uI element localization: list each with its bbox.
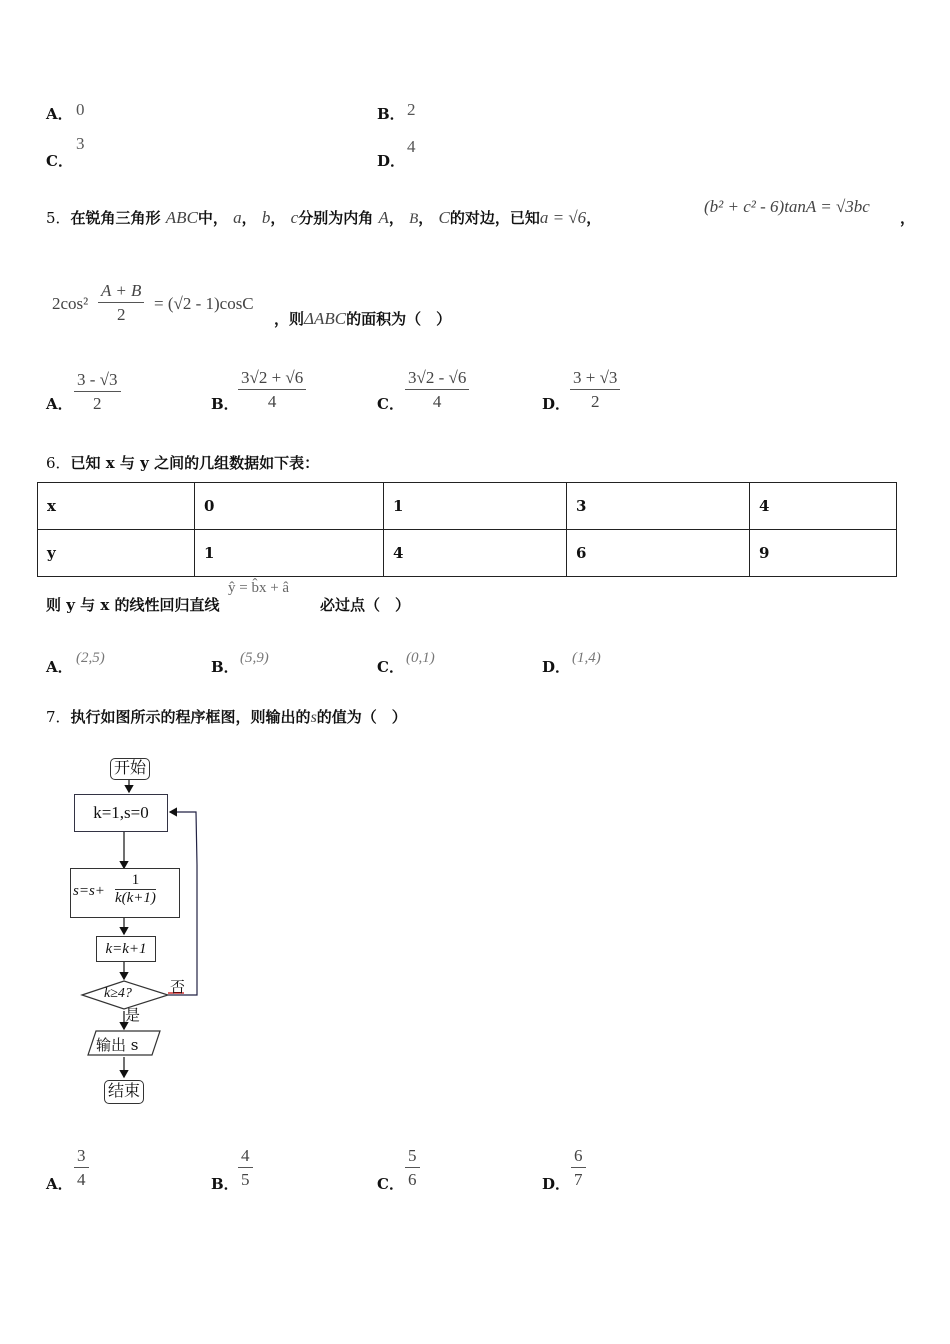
flow-no-label: 否 bbox=[170, 978, 186, 996]
q6-option-a-value: (2,5) bbox=[76, 650, 105, 666]
q7-var-s: s bbox=[310, 709, 317, 726]
q5-var-a: a bbox=[233, 208, 242, 227]
q5-text-6: 的面积为（ ） bbox=[346, 310, 452, 328]
flow-update-s-numerator: 1 bbox=[115, 872, 156, 890]
q7-option-b-fraction bbox=[238, 1146, 253, 1190]
q7-option-b-denominator: 5 bbox=[241, 1170, 250, 1189]
q4-option-b-value: 2 bbox=[407, 100, 416, 119]
q5-sep-1: ， bbox=[241, 209, 257, 227]
q5-text-5: ，则 bbox=[274, 310, 305, 328]
q6-number: 6． bbox=[46, 454, 71, 472]
flow-output: 输出 s bbox=[96, 1036, 139, 1054]
flow-end: 结束 bbox=[104, 1080, 144, 1104]
q7-option-b-numerator: 4 bbox=[238, 1146, 253, 1168]
q6-text-1: 则 y 与 x 的线性回归直线 bbox=[46, 596, 220, 614]
flow-update-s-denominator: k(k+1) bbox=[115, 890, 156, 906]
table-cell: 6 bbox=[567, 530, 750, 577]
q5-condition-3-left: 2cos² bbox=[52, 294, 89, 313]
q6-question-line bbox=[46, 594, 220, 615]
q5-sep-2: ， bbox=[270, 209, 286, 227]
q5-condition-2: (b² + c² - 6)tanA = √3bc bbox=[704, 197, 870, 216]
flow-condition: k≥4? bbox=[104, 986, 132, 1001]
q5-option-a-label: A． bbox=[46, 395, 73, 413]
q6-option-c-value: (0,1) bbox=[406, 650, 435, 666]
q7-option-c-label: C． bbox=[377, 1175, 404, 1193]
q6-text-2: 必过点（ ） bbox=[320, 596, 411, 614]
q7-option-d-label: D． bbox=[542, 1175, 571, 1193]
q5-option-d-label: D． bbox=[542, 395, 571, 413]
q5-option-c-denominator: 4 bbox=[432, 392, 442, 411]
q5-var-c: c bbox=[290, 208, 299, 227]
flow-update-k: k=k+1 bbox=[96, 936, 156, 962]
q5-text-2: 中， bbox=[197, 209, 228, 227]
table-cell: x bbox=[38, 483, 195, 530]
q7-text-2: 的值为（ ） bbox=[316, 708, 407, 726]
q5-option-d-numerator: 3 + √3 bbox=[570, 368, 620, 390]
q5-cond3-denominator: 2 bbox=[116, 305, 126, 324]
table-cell: 1 bbox=[195, 530, 384, 577]
q6-option-c-label: C． bbox=[377, 658, 404, 676]
q5-option-c-numerator: 3√2 - √6 bbox=[405, 368, 469, 390]
q5-option-c-label: C． bbox=[377, 395, 404, 413]
q6-option-b-value: (5,9) bbox=[240, 650, 269, 666]
flow-update-s bbox=[70, 868, 180, 918]
flow-init: k=1,s=0 bbox=[74, 794, 168, 832]
table-cell: 9 bbox=[750, 530, 897, 577]
q7-option-a-label: A． bbox=[46, 1175, 73, 1193]
q7-option-b-label: B． bbox=[211, 1175, 239, 1193]
q5-text-3: 分别为内角 bbox=[298, 209, 374, 227]
q7-number: 7． bbox=[46, 708, 71, 726]
table-cell: 3 bbox=[567, 483, 750, 530]
q4-option-d-label: D． bbox=[377, 152, 406, 170]
q7-text-1: 执行如图所示的程序框图，则输出的 bbox=[70, 708, 311, 726]
q5-option-c-fraction bbox=[405, 368, 469, 412]
flow-yes-label: 是 bbox=[125, 1006, 141, 1024]
q4-option-d-value: 4 bbox=[407, 137, 416, 156]
q5-option-d-denominator: 2 bbox=[590, 392, 600, 411]
q5-text-1: 在锐角三角形 bbox=[70, 209, 161, 227]
q7-option-c-denominator: 6 bbox=[408, 1170, 417, 1189]
q6-data-table bbox=[37, 482, 897, 577]
q5-sep-3: ， bbox=[388, 209, 404, 227]
table-row bbox=[38, 530, 897, 577]
q7-option-a-denominator: 4 bbox=[77, 1170, 86, 1189]
q5-stem-line2 bbox=[274, 308, 451, 329]
q5-cond3-numerator: A + B bbox=[98, 281, 144, 303]
flow-start: 开始 bbox=[110, 758, 150, 780]
q5-angle-a: A bbox=[378, 208, 389, 227]
q6-option-d-value: (1,4) bbox=[572, 650, 601, 666]
table-cell: 4 bbox=[384, 530, 567, 577]
table-cell: 1 bbox=[384, 483, 567, 530]
q5-option-b-fraction bbox=[238, 368, 306, 412]
q6-option-b-label: B． bbox=[211, 658, 239, 676]
q7-option-d-denominator: 7 bbox=[574, 1170, 583, 1189]
q7-option-d-numerator: 6 bbox=[571, 1146, 586, 1168]
q6-option-d-label: D． bbox=[542, 658, 571, 676]
q5-option-b-denominator: 4 bbox=[267, 392, 277, 411]
q5-text-4: 的对边，已知 bbox=[449, 209, 540, 227]
q5-abc: ABC bbox=[165, 208, 198, 227]
table-cell: 4 bbox=[750, 483, 897, 530]
q4-option-c-value: 3 bbox=[76, 134, 85, 153]
table-row bbox=[38, 483, 897, 530]
q5-option-b-label: B． bbox=[211, 395, 239, 413]
flow-update-s-left: s=s+ bbox=[73, 883, 105, 899]
q5-stem-line1 bbox=[46, 207, 601, 228]
q6-intro: 已知 x 与 y 之间的几组数据如下表： bbox=[70, 454, 320, 472]
q5-condition-3-right: = (√2 - 1)cosC bbox=[154, 294, 254, 313]
q5-option-b-numerator: 3√2 + √6 bbox=[238, 368, 306, 390]
q5-angle-b: B bbox=[409, 211, 419, 227]
q5-condition-3-fraction bbox=[98, 281, 144, 325]
q5-option-d-fraction bbox=[570, 368, 620, 412]
q5-sep-6: ， bbox=[900, 209, 916, 227]
table-cell: y bbox=[38, 530, 195, 577]
q5-var-b: b bbox=[261, 208, 271, 227]
q7-option-a-fraction bbox=[74, 1146, 89, 1190]
q5-option-a-denominator: 2 bbox=[93, 394, 102, 413]
q5-condition-1: a = √6 bbox=[539, 208, 587, 227]
q6-regression-formula: ŷ = b̂x + â bbox=[228, 580, 290, 596]
q5-number: 5． bbox=[46, 209, 71, 227]
q4-option-a-value: 0 bbox=[76, 100, 85, 119]
q4-option-c-label: C． bbox=[46, 152, 73, 170]
q7-option-a-numerator: 3 bbox=[74, 1146, 89, 1168]
q5-triangle: ΔABC bbox=[304, 309, 347, 328]
q5-sep-4: ， bbox=[418, 209, 434, 227]
q6-option-a-label: A． bbox=[46, 658, 73, 676]
q7-option-d-fraction bbox=[571, 1146, 586, 1190]
table-cell: 0 bbox=[195, 483, 384, 530]
q7-option-c-fraction bbox=[405, 1146, 420, 1190]
q5-angle-c: C bbox=[438, 208, 450, 227]
q4-option-b-label: B． bbox=[377, 105, 405, 123]
q5-option-a-numerator: 3 - √3 bbox=[74, 370, 121, 392]
q6-stem bbox=[46, 452, 319, 473]
flow-update-s-fraction bbox=[115, 872, 156, 907]
q5-sep-5: ， bbox=[586, 209, 602, 227]
q5-option-a-fraction bbox=[74, 370, 121, 414]
q4-option-a-label: A． bbox=[46, 105, 73, 123]
q7-option-c-numerator: 5 bbox=[405, 1146, 420, 1168]
q7-stem bbox=[46, 706, 407, 727]
